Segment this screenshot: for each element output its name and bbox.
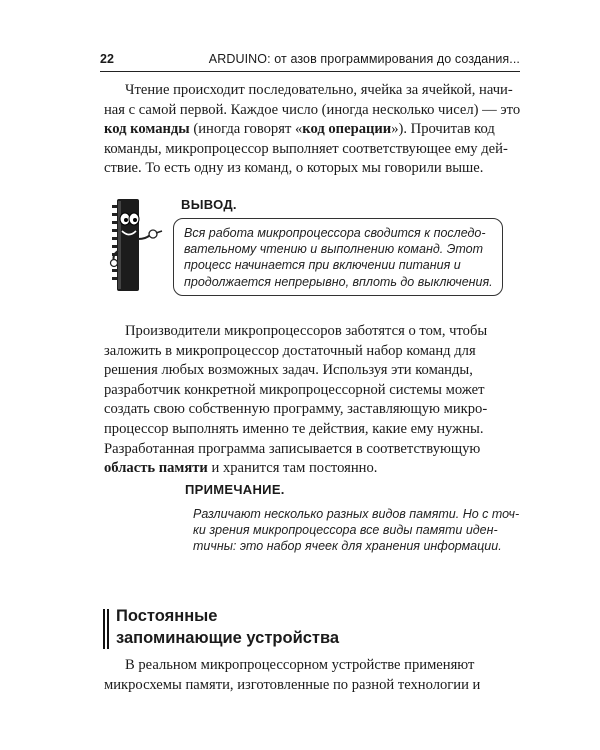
note-text: [193, 506, 520, 555]
term-memory-area: область памяти: [104, 460, 208, 477]
term-command-code: код команды: [104, 121, 190, 138]
conclusion-line: процесс начинается при включении питания и: [184, 258, 461, 273]
conclusion-line: вательному чтению и выполнению команд. Этот: [184, 242, 483, 257]
paragraph-line: Разработанная программа записывается в соответствующую: [104, 440, 481, 457]
paragraph-line: команды, микропроцессор выполняет соответствующее ему дей-: [104, 140, 508, 157]
conclusion-line: продолжается непрерывно, вплоть до выключения.: [184, 274, 493, 289]
paragraph-line: микросхемы памяти, изготовленные по разной технологии и: [104, 676, 481, 693]
paragraph-line: процессор выполнять именно те действия, какие ему нужны.: [104, 420, 484, 437]
paragraph-memory-chips: [104, 656, 518, 695]
section-heading-line: запоминающие устройства: [116, 629, 340, 647]
paragraph-fragment: »). Прочитав код: [391, 121, 495, 138]
section-marker-bar: [103, 609, 105, 649]
note-line: Различают несколько разных видов памяти. Но с точ-: [193, 507, 520, 521]
paragraph-line: создать свою собственную программу, заставляющую микро-: [104, 401, 488, 418]
section-marker-bar: [107, 609, 109, 649]
paragraph-line: заложить в микропроцессор достаточный набор команд для: [104, 342, 476, 359]
paragraph-line: В реальном микропроцессорном устройстве применяют: [125, 657, 475, 673]
header-rule: [100, 71, 520, 72]
note-line: ки зрения микропроцессора все виды памяти иден-: [193, 523, 498, 538]
section-heading-line: Постоянные: [116, 607, 218, 625]
paragraph-manufacturers: [104, 322, 518, 479]
paragraph-line: ная с самой первой. Каждое число (иногда несколько чисел) — это: [104, 101, 521, 118]
conclusion-line: Вся работа микропроцессора сводится к последо-: [184, 226, 486, 240]
page-header: [100, 52, 520, 68]
conclusion-label: ВЫВОД.: [181, 197, 237, 212]
term-operation-code: код операции: [302, 121, 392, 138]
section-heading: [116, 605, 339, 649]
paragraph-reading-process: [104, 81, 521, 179]
paragraph-fragment: и хранится там постоянно.: [207, 460, 378, 477]
page-number: 22: [100, 52, 114, 66]
note-label: ПРИМЕЧАНИЕ.: [185, 482, 285, 497]
chip-mascot-illustration: [108, 195, 164, 295]
paragraph-line: Чтение происходит последовательно, ячейка за ячейкой, начи-: [125, 82, 513, 98]
note-line: тичны: это набор ячеек для хранения информации.: [193, 539, 502, 554]
running-title: ARDUINO: от азов программирования до создания...: [208, 52, 520, 66]
paragraph-line: [104, 120, 518, 140]
paragraph-fragment: (иногда говорят «: [189, 121, 303, 138]
paragraph-line: разработчик конкретной микропроцессорной системы может: [104, 381, 485, 398]
paragraph-line: ствие. То есть одну из команд, о которых мы говорили выше.: [104, 160, 484, 177]
paragraph-line: решения любых возможных задач. Используя эти команды,: [104, 362, 473, 379]
conclusion-text: [184, 225, 498, 290]
paragraph-line: [104, 459, 518, 479]
paragraph-line: Производители микропроцессоров заботятся о том, чтобы: [125, 323, 488, 339]
